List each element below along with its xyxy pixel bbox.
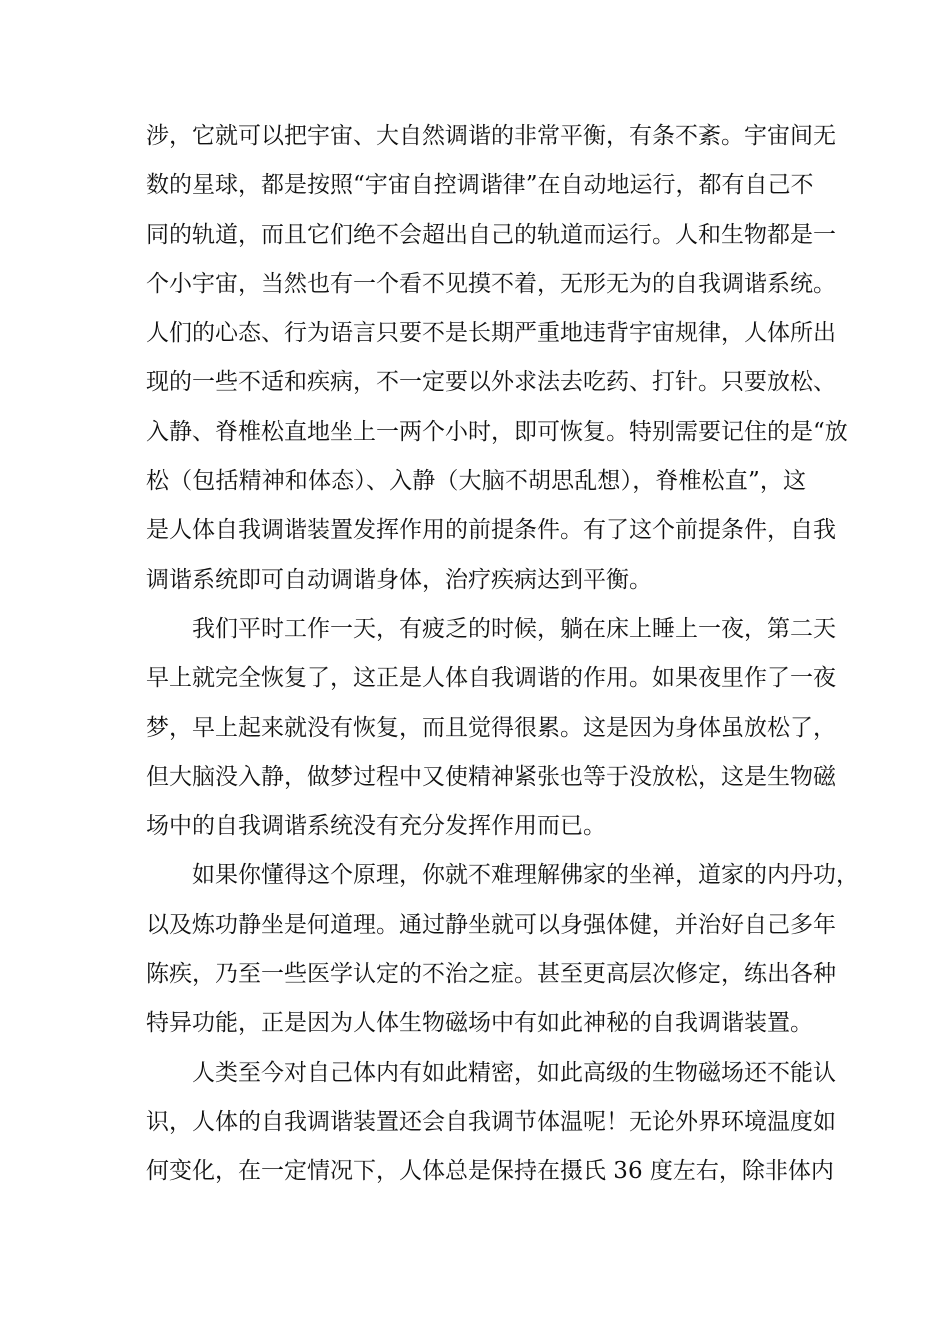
text-line: 数的星球，都是按照“宇宙自控调谐律”在自动地运行，都有自己不 xyxy=(146,172,814,199)
text-line: 特异功能，正是因为人体生物磁场中有如此神秘的自我调谐装置。 xyxy=(146,1010,813,1037)
text-line: 陈疾，乃至一些医学认定的不治之症。甚至更高层次修定，练出各种 xyxy=(146,961,836,988)
text-line: 人类至今对自己体内有如此精密，如此高级的生物磁场还不能认 xyxy=(192,1059,836,1086)
text-line: 调谐系统即可自动调谐身体，治疗疾病达到平衡。 xyxy=(146,566,652,593)
paragraph-4 xyxy=(146,1049,836,1197)
text-line: 现的一些不适和疾病，不一定要以外求法去吃药、打针。只要放松、 xyxy=(146,369,836,396)
text-line: 同的轨道，而且它们绝不会超出自己的轨道而运行。人和生物都是一 xyxy=(146,221,836,248)
text-line: 松（包括精神和体态）、入静（大脑不胡思乱想），脊椎松直”，这 xyxy=(146,468,806,495)
document-body xyxy=(146,112,859,1197)
text-line: 但大脑没入静，做梦过程中又使精神紧张也等于没放松，这是生物磁 xyxy=(146,763,836,790)
text-line: 人们的心态、行为语言只要不是长期严重地违背宇宙规律，人体所出 xyxy=(146,320,836,347)
text-line: 何变化，在一定情况下，人体总是保持在摄氏 36 度左右，除非体内 xyxy=(146,1158,834,1185)
paragraph-1 xyxy=(146,112,848,605)
text-line: 识，人体的自我调谐装置还会自我调节体温呢！无论外界环境温度如 xyxy=(146,1108,836,1135)
text-line: 场中的自我调谐系统没有充分发挥作用而已。 xyxy=(146,813,606,840)
text-line: 如果你懂得这个原理，你就不难理解佛家的坐禅，道家的内丹功， xyxy=(192,862,859,889)
text-line: 入静、脊椎松直地坐上一两个小时，即可恢复。特别需要记住的是“放 xyxy=(146,418,848,445)
text-line: 早上就完全恢复了，这正是人体自我调谐的作用。如果夜里作了一夜 xyxy=(146,665,836,692)
text-line: 梦，早上起来就没有恢复，而且觉得很累。这是因为身体虽放松了， xyxy=(146,714,836,741)
text-line: 我们平时工作一天，有疲乏的时候，躺在床上睡上一夜，第二天 xyxy=(192,615,836,642)
paragraph-3 xyxy=(146,851,859,1048)
paragraph-2 xyxy=(146,605,836,851)
text-line: 以及炼功静坐是何道理。通过静坐就可以身强体健，并治好自己多年 xyxy=(146,911,836,938)
text-line: 涉，它就可以把宇宙、大自然调谐的非常平衡，有条不紊。宇宙间无 xyxy=(146,123,836,149)
text-line: 个小宇宙，当然也有一个看不见摸不着，无形无为的自我调谐系统。 xyxy=(146,270,836,297)
text-line: 是人体自我调谐装置发挥作用的前提条件。有了这个前提条件，自我 xyxy=(146,517,836,544)
